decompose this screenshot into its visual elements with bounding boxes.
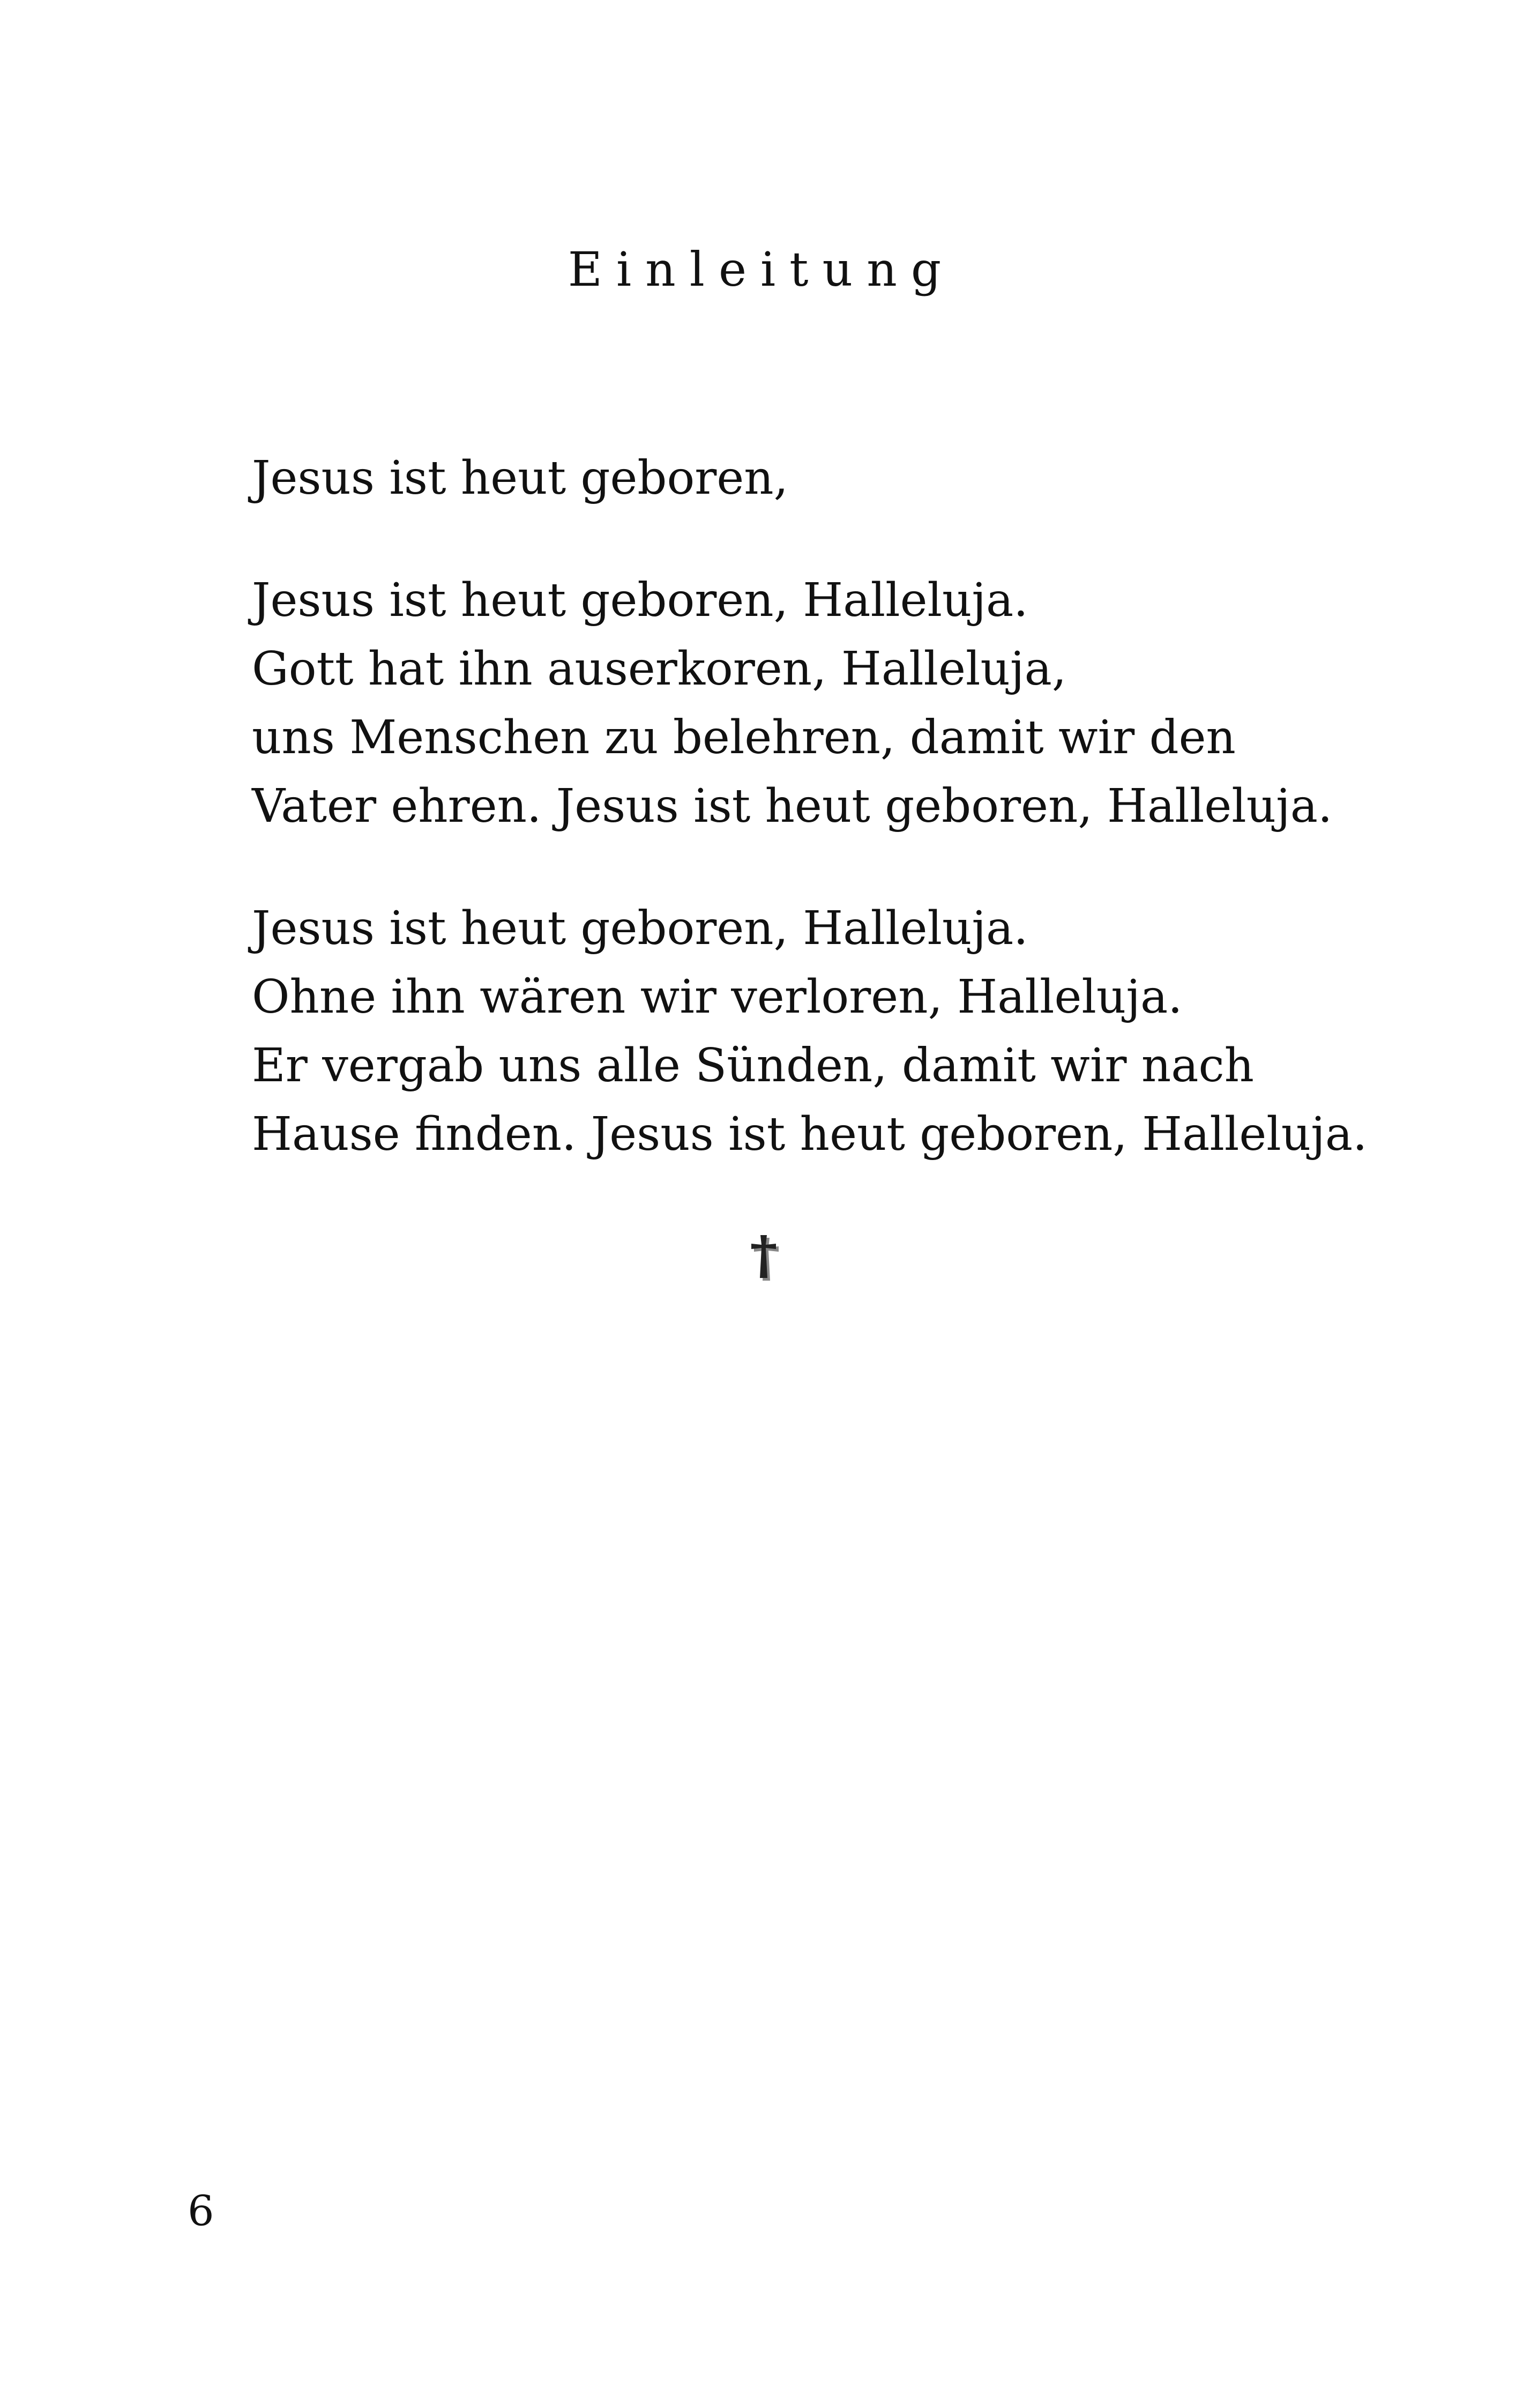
stanza-2 — [252, 894, 1431, 1169]
poem-line: Er vergab uns alle Sünden, damit wir nach — [252, 1039, 1255, 1092]
page-title: Einleitung — [568, 242, 955, 297]
cross-icon — [745, 1233, 782, 1281]
poem-line: Hause finden. Jesus ist heut geboren, Halleluja. — [252, 1108, 1368, 1161]
poem-line: Gott hat ihn auserkoren, Halleluja, — [252, 642, 1067, 696]
poem — [252, 444, 1431, 1222]
page-number: 6 — [188, 2187, 214, 2235]
poem-line: Jesus ist heut geboren, Halleluja. — [252, 902, 1028, 955]
poem-line: Jesus ist heut geboren, Halleluja. — [252, 574, 1028, 627]
poem-line: Vater ehren. Jesus ist heut geboren, Halleluja. — [252, 779, 1333, 833]
poem-line: uns Menschen zu belehren, damit wir den — [252, 711, 1236, 764]
poem-line: Ohne ihn wären wir verloren, Halleluja. — [252, 970, 1183, 1024]
poem-line: Jesus ist heut geboren, — [252, 451, 788, 505]
intro-stanza — [252, 444, 1431, 512]
stanza-1 — [252, 566, 1431, 841]
